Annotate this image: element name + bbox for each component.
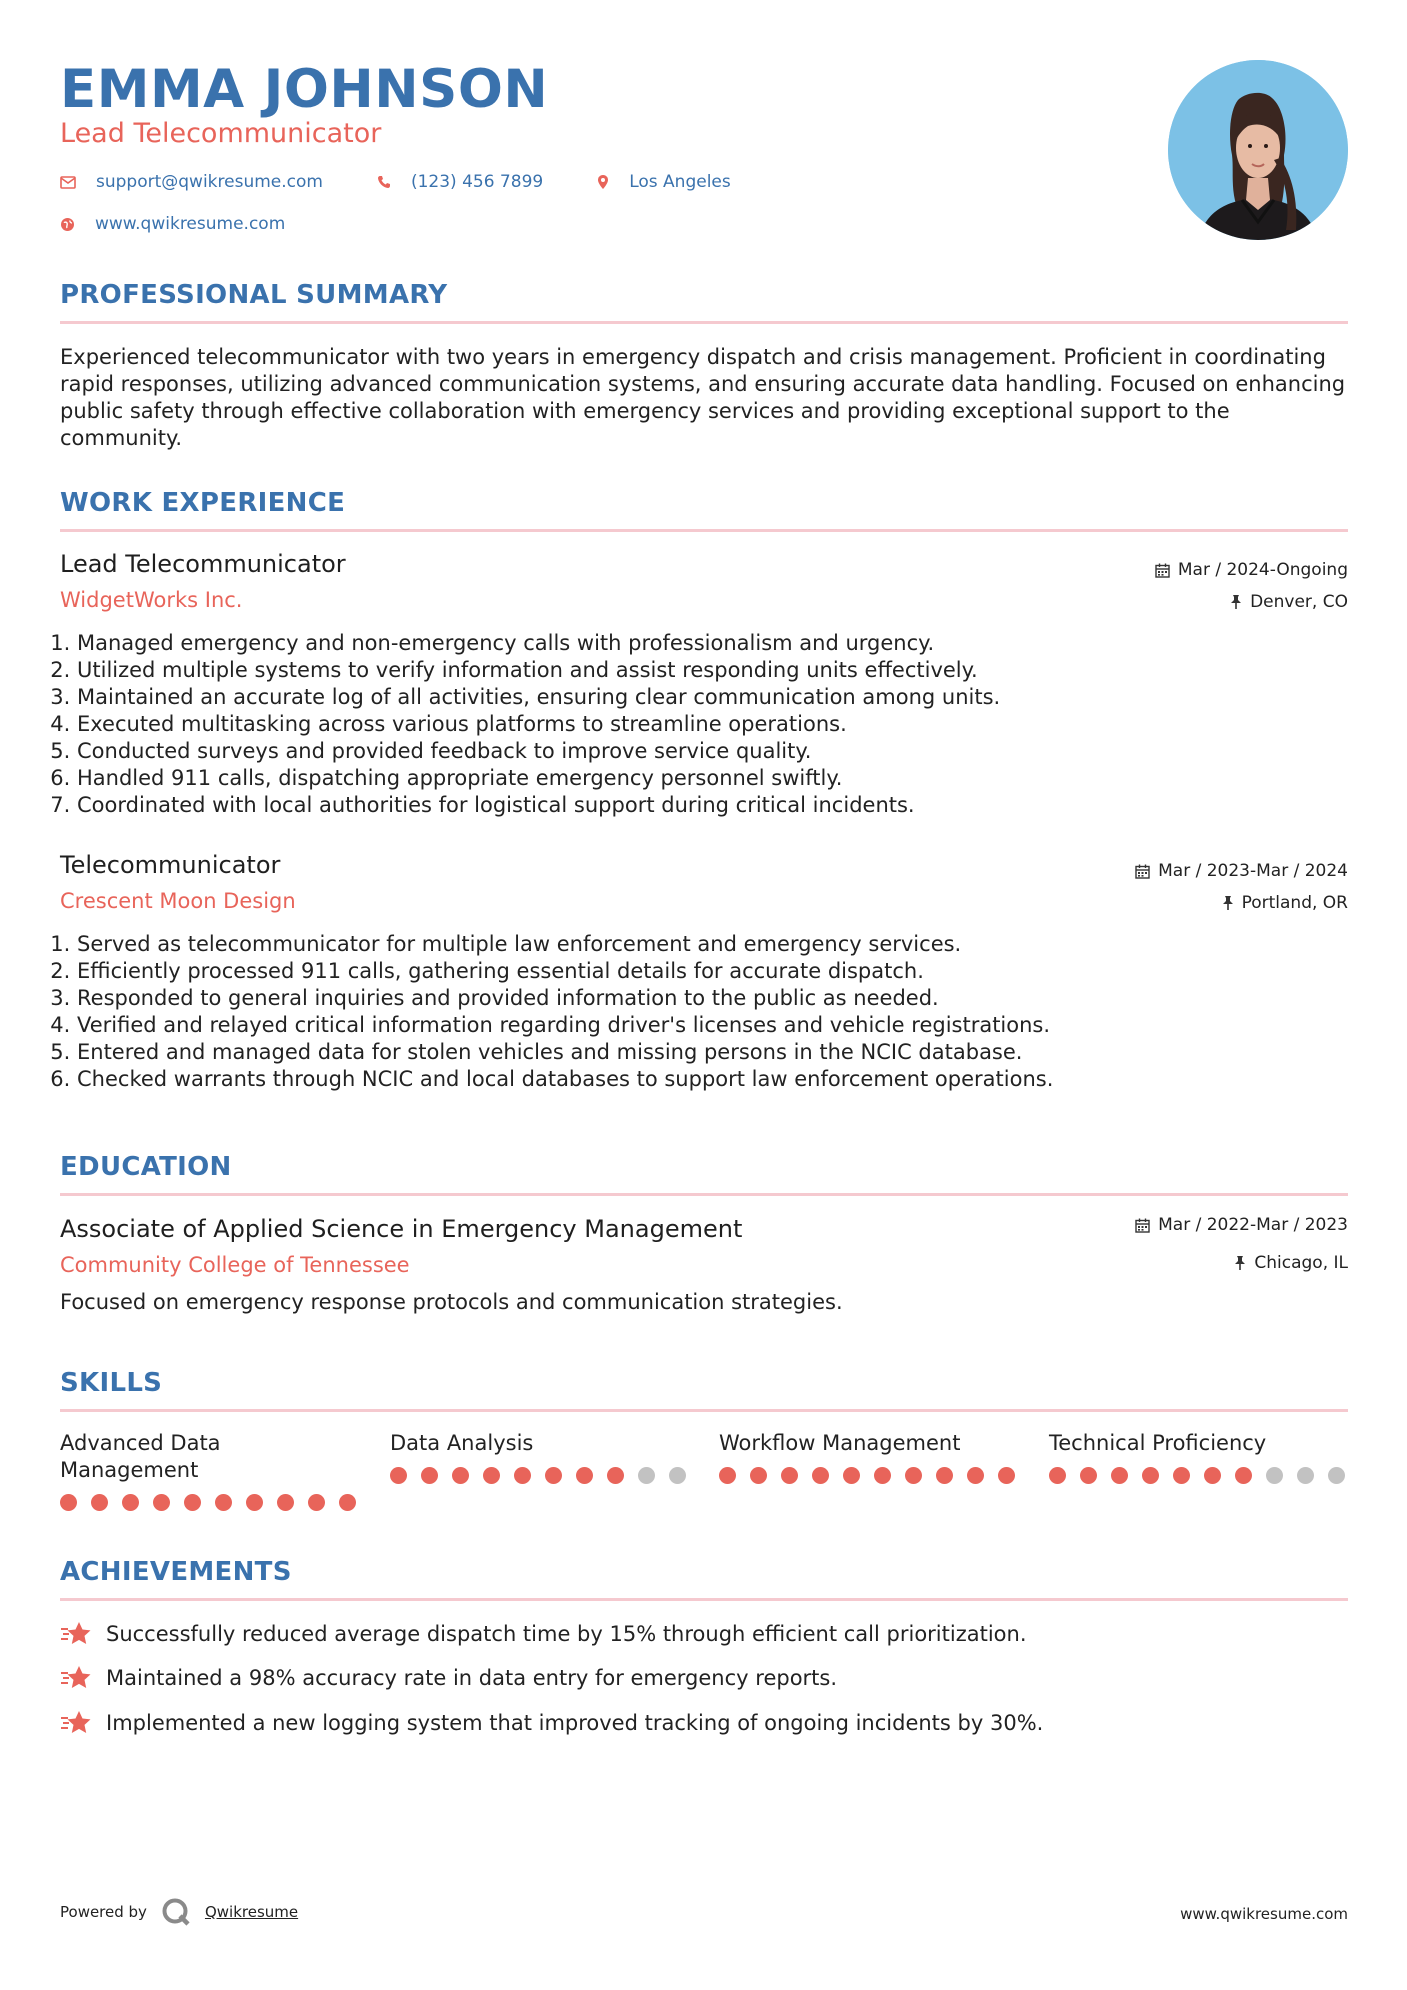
job-dates-text: Mar / 2024-Ongoing (1177, 560, 1348, 580)
section-divider (60, 1598, 1348, 1601)
qwikresume-logo-icon (161, 1897, 191, 1927)
skill-item (1049, 1430, 1349, 1457)
job-dates-text: Mar / 2023-Mar / 2024 (1158, 861, 1348, 881)
list-item: 4. Verified and relayed critical information regarding driver's licenses and vehicle registrations. (77, 1012, 1337, 1039)
job-location-text: Portland, OR (1241, 893, 1348, 913)
skill-dot-filled (308, 1494, 325, 1511)
footer-site[interactable]: www.qwikresume.com (1180, 1905, 1348, 1923)
job-dates (1135, 861, 1348, 881)
job-location-text: Denver, CO (1250, 592, 1348, 612)
skill-dot-filled (1173, 1467, 1190, 1484)
summary-text: Experienced telecommunicator with two years in emergency dispatch and crisis management. Proficient in coordinating rapid responses, utilizing advanced communication systems, and ensuring accurate data handling. Focused on enhancing public safety through effective collaboration with emergency services and providing exceptional support to the community. (60, 345, 1346, 450)
globe-icon (60, 217, 75, 232)
skill-dot-filled (843, 1467, 860, 1484)
achievement-text: Successfully reduced average dispatch time by 15% through efficient call prioritization. (106, 1622, 1027, 1646)
pushpin-icon (1222, 895, 1234, 911)
skill-dot-filled (421, 1467, 438, 1484)
skill-dot-empty (1328, 1467, 1345, 1484)
skill-name: Workflow Management (719, 1431, 961, 1455)
skill-dot-filled (184, 1494, 201, 1511)
skill-dot-filled (874, 1467, 891, 1484)
phone-text: (123) 456 7899 (410, 172, 544, 192)
list-item: 1. Served as telecommunicator for multiple law enforcement and emergency services. (77, 931, 1337, 958)
powered-by-label: Powered by (60, 1903, 147, 1921)
skill-rating (719, 1467, 1029, 1484)
job-title: Telecommunicator (60, 851, 281, 879)
calendar-icon (1155, 563, 1170, 578)
list-item: 2. Efficiently processed 911 calls, gathering essential details for accurate dispatch. (77, 958, 1337, 985)
skill-dot-empty (638, 1467, 655, 1484)
job-dates (1155, 560, 1348, 580)
contact-website[interactable] (60, 214, 285, 234)
skill-dot-empty (1297, 1467, 1314, 1484)
education-heading: EDUCATION (60, 1152, 232, 1182)
skill-item (390, 1430, 690, 1457)
job-company: Crescent Moon Design (60, 889, 296, 913)
candidate-name: EMMA JOHNSON (60, 59, 549, 120)
list-item: 6. Checked warrants through NCIC and local databases to support law enforcement operations. (77, 1066, 1337, 1093)
skill-item (719, 1430, 1019, 1457)
list-item: 5. Conducted surveys and provided feedback to improve service quality. (77, 738, 1337, 765)
phone-icon (377, 175, 391, 189)
list-item: 4. Executed multitasking across various platforms to streamline operations. (77, 711, 1337, 738)
skill-dot-filled (967, 1467, 984, 1484)
skill-dot-filled (514, 1467, 531, 1484)
skill-dot-empty (1266, 1467, 1283, 1484)
skill-dot-filled (936, 1467, 953, 1484)
skill-dot-filled (215, 1494, 232, 1511)
contact-phone[interactable] (377, 172, 543, 192)
achievement-text: Implemented a new logging system that improved tracking of ongoing incidents by 30%. (106, 1711, 1044, 1735)
job-company: WidgetWorks Inc. (60, 588, 243, 612)
map-pin-icon (597, 174, 609, 190)
achievement-item (60, 1620, 1027, 1648)
achievement-item (60, 1664, 837, 1692)
skill-dot-filled (483, 1467, 500, 1484)
skill-dot-filled (1049, 1467, 1066, 1484)
achievements-heading: ACHIEVEMENTS (60, 1557, 292, 1587)
education-description: Focused on emergency response protocols and communication strategies. (60, 1290, 843, 1314)
skill-dot-empty (669, 1467, 686, 1484)
portrait-illustration (1168, 60, 1348, 240)
list-item: 3. Maintained an accurate log of all activities, ensuring clear communication among units. (77, 684, 1337, 711)
skill-dot-filled (998, 1467, 1015, 1484)
skill-dot-filled (812, 1467, 829, 1484)
skill-dot-filled (1204, 1467, 1221, 1484)
list-item: 1. Managed emergency and non-emergency calls with professionalism and urgency. (77, 630, 1337, 657)
qwikresume-link[interactable]: Qwikresume (204, 1903, 299, 1921)
skill-dot-filled (781, 1467, 798, 1484)
star-award-icon (60, 1620, 92, 1648)
education-location (1234, 1253, 1348, 1273)
calendar-icon (1135, 864, 1150, 879)
skill-dot-filled (246, 1494, 263, 1511)
school-name: Community College of Tennessee (60, 1253, 410, 1277)
job-title: Lead Telecommunicator (60, 550, 346, 578)
section-divider (60, 1409, 1348, 1412)
contact-row-secondary (60, 214, 285, 234)
education-dates (1135, 1215, 1348, 1235)
skill-dot-filled (153, 1494, 170, 1511)
section-divider (60, 1193, 1348, 1196)
skill-dot-filled (122, 1494, 139, 1511)
degree-title: Associate of Applied Science in Emergency Management (60, 1215, 743, 1243)
skill-dot-filled (452, 1467, 469, 1484)
section-divider (60, 529, 1348, 532)
skill-dot-filled (60, 1494, 77, 1511)
location-text: Los Angeles (629, 172, 731, 192)
list-item: 6. Handled 911 calls, dispatching appropriate emergency personnel swiftly. (77, 765, 1337, 792)
education-location-text: Chicago, IL (1254, 1253, 1348, 1273)
candidate-role: Lead Telecommunicator (60, 118, 382, 149)
experience-heading: WORK EXPERIENCE (60, 488, 346, 518)
contact-row-primary (60, 172, 731, 192)
list-item: 5. Entered and managed data for stolen vehicles and missing persons in the NCIC database. (77, 1039, 1337, 1066)
skill-dot-filled (390, 1467, 407, 1484)
skill-dot-filled (607, 1467, 624, 1484)
star-award-icon (60, 1664, 92, 1692)
skill-item (60, 1430, 360, 1484)
pushpin-icon (1234, 1255, 1246, 1271)
section-divider (60, 321, 1348, 324)
job-duties-list (60, 931, 1337, 1093)
skill-dot-filled (1111, 1467, 1128, 1484)
skill-name: Data Analysis (390, 1431, 534, 1455)
skill-rating (1049, 1467, 1359, 1484)
skill-dot-filled (545, 1467, 562, 1484)
list-item: 7. Coordinated with local authorities for logistical support during critical incidents. (77, 792, 1337, 819)
achievement-text: Maintained a 98% accuracy rate in data entry for emergency reports. (106, 1666, 838, 1690)
job-location (1222, 893, 1348, 913)
skill-dot-filled (277, 1494, 294, 1511)
skill-dot-filled (750, 1467, 767, 1484)
job-duties-list (60, 630, 1337, 819)
calendar-icon (1135, 1218, 1150, 1233)
star-award-icon (60, 1709, 92, 1737)
list-item: 3. Responded to general inquiries and provided information to the public as needed. (77, 985, 1337, 1012)
summary-heading: PROFESSIONAL SUMMARY (60, 280, 448, 310)
pushpin-icon (1230, 594, 1242, 610)
email-text: support@qwikresume.com (96, 172, 323, 192)
envelope-icon (60, 176, 76, 189)
skill-name: Technical Proficiency (1049, 1431, 1267, 1455)
job-location (1230, 592, 1348, 612)
contact-location (597, 172, 731, 192)
skills-heading: SKILLS (60, 1368, 163, 1398)
profile-photo (1168, 60, 1348, 240)
skill-rating (60, 1494, 370, 1511)
achievement-item (60, 1709, 1043, 1737)
skill-dot-filled (1142, 1467, 1159, 1484)
skill-name: Advanced Data Management (60, 1431, 221, 1482)
education-dates-text: Mar / 2022-Mar / 2023 (1158, 1215, 1348, 1235)
footer-powered-by (60, 1897, 298, 1927)
skill-dot-filled (905, 1467, 922, 1484)
skill-rating (390, 1467, 700, 1484)
skill-dot-filled (719, 1467, 736, 1484)
skill-dot-filled (339, 1494, 356, 1511)
contact-email[interactable] (60, 172, 323, 192)
skill-dot-filled (91, 1494, 108, 1511)
list-item: 2. Utilized multiple systems to verify information and assist responding units effectively. (77, 657, 1337, 684)
skill-dot-filled (1080, 1467, 1097, 1484)
skill-dot-filled (1235, 1467, 1252, 1484)
skill-dot-filled (576, 1467, 593, 1484)
website-text: www.qwikresume.com (95, 214, 286, 234)
